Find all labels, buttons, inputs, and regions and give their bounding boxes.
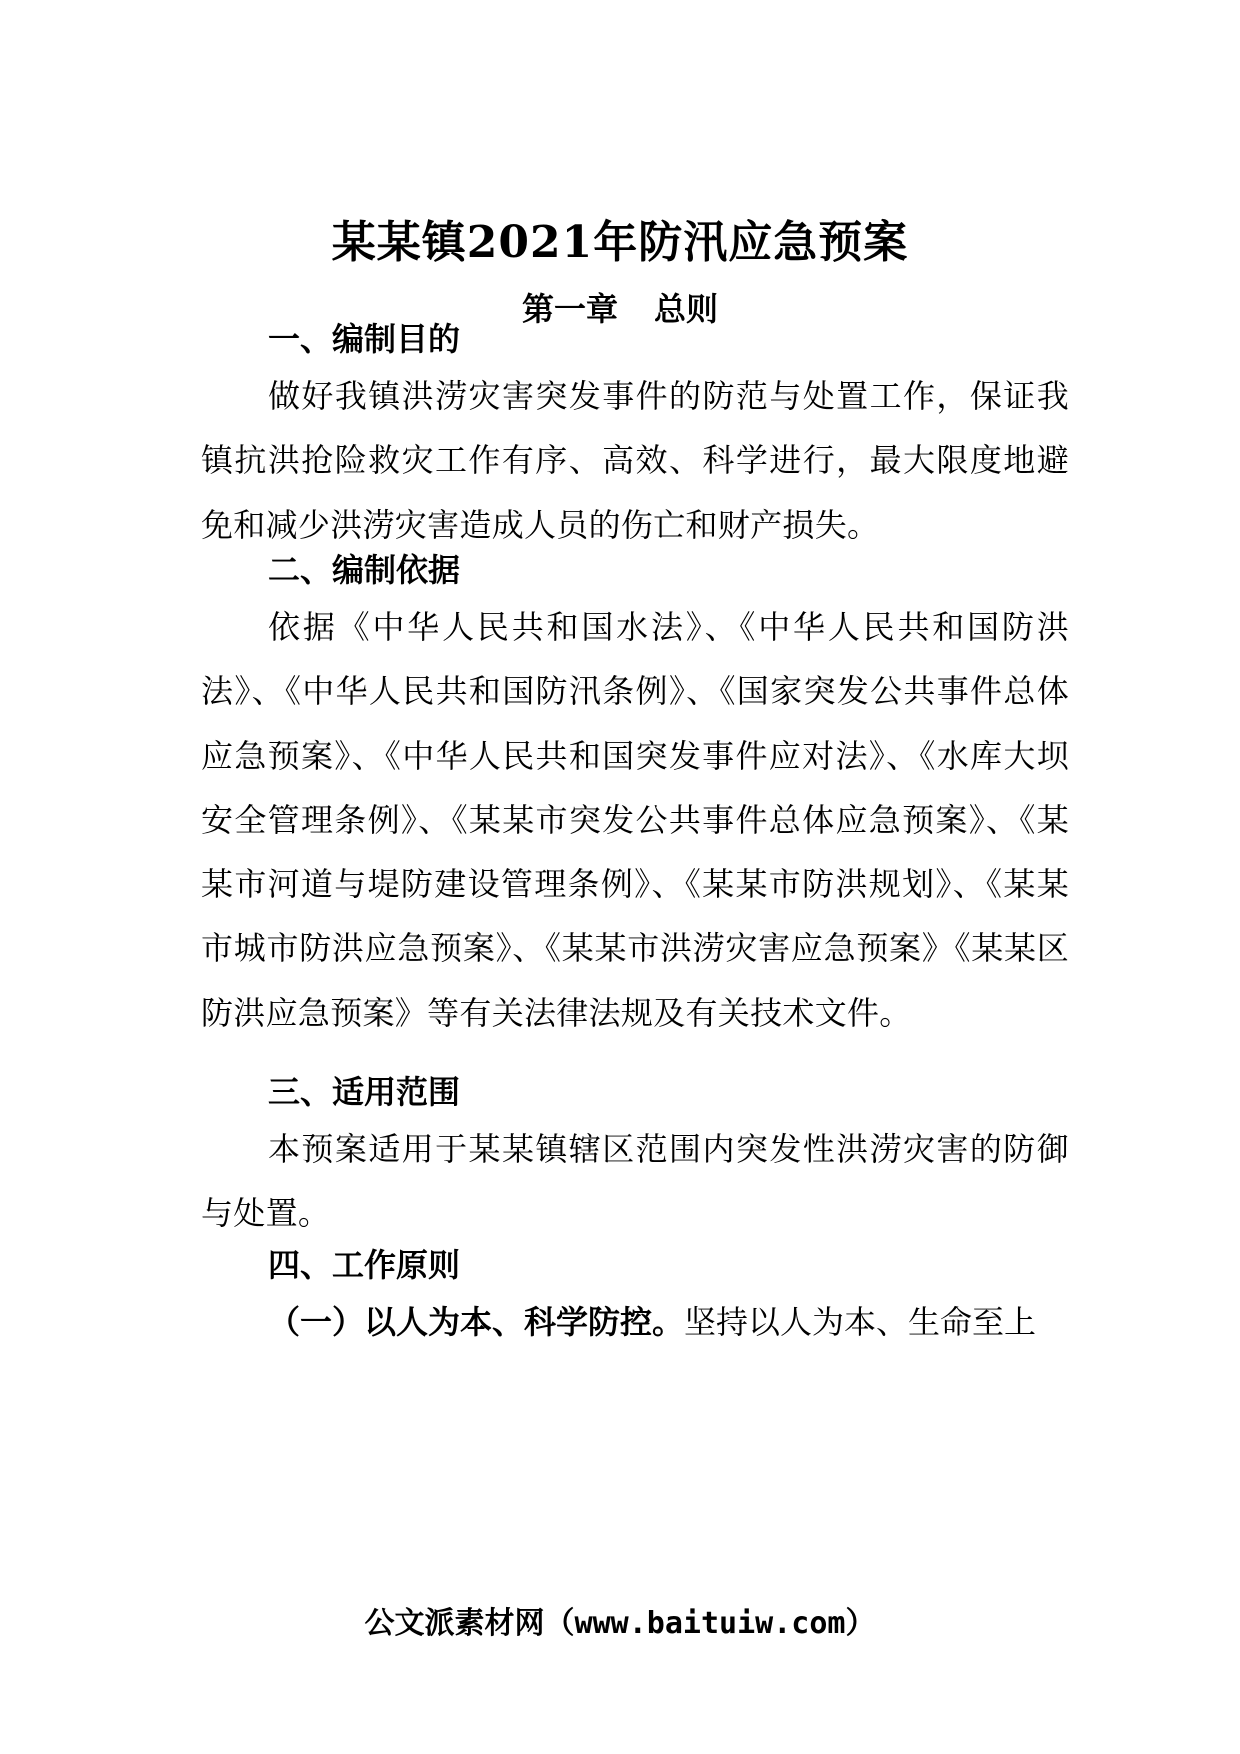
principle-paragraph: [201, 1290, 1069, 1354]
section-heading-basis: 二、编制依据: [268, 551, 461, 589]
footer-url: www.baituiw.com: [574, 1606, 846, 1641]
chapter-number: 第一章: [521, 290, 618, 328]
section-body-scope: 本预案适用于某某镇辖区范围内突发性洪涝灾害的防御与处置。: [201, 1130, 1069, 1233]
footer-open-paren: （: [544, 1606, 575, 1641]
footer-close-paren: ）: [845, 1606, 876, 1641]
section-heading-purpose: 一、编制目的: [268, 320, 461, 358]
principle-text: 坚持以人为本、生命至上: [684, 1303, 1037, 1341]
page-footer: [0, 1602, 1240, 1646]
chapter-name: 总则: [654, 290, 719, 328]
chapter-heading: [0, 286, 1240, 332]
document-title: 某某镇2021年防汛应急预案: [331, 217, 909, 268]
section-heading-scope: 三、适用范围: [268, 1073, 461, 1111]
section-body-basis: 依据《中华人民共和国水法》、《中华人民共和国防洪法》、《中华人民共和国防汛条例》、《国家突发公共事件总体应急预案》、《中华人民共和国突发事件应对法》、《水库大坝安全管理条例》、《某某市突发公共事件总体应急预案》、《某某市河道与堤防建设管理条例》、《某某市防洪规划》、《某某市城市防洪应急预案》、《某某市洪涝灾害应急预案》《某某区防洪应急预案》等有关法律法规及有关技术文件。: [201, 608, 1069, 1032]
principle-lead: （一）以人为本、科学防控。: [268, 1303, 685, 1341]
section-body-purpose: 做好我镇洪涝灾害突发事件的防范与处置工作，保证我镇抗洪抢险救灾工作有序、高效、科学进行，最大限度地避免和减少洪涝灾害造成人员的伤亡和财产损失。: [201, 377, 1069, 544]
footer-site-name: 公文派素材网: [364, 1606, 545, 1641]
section-heading-principles: 四、工作原则: [268, 1246, 461, 1284]
